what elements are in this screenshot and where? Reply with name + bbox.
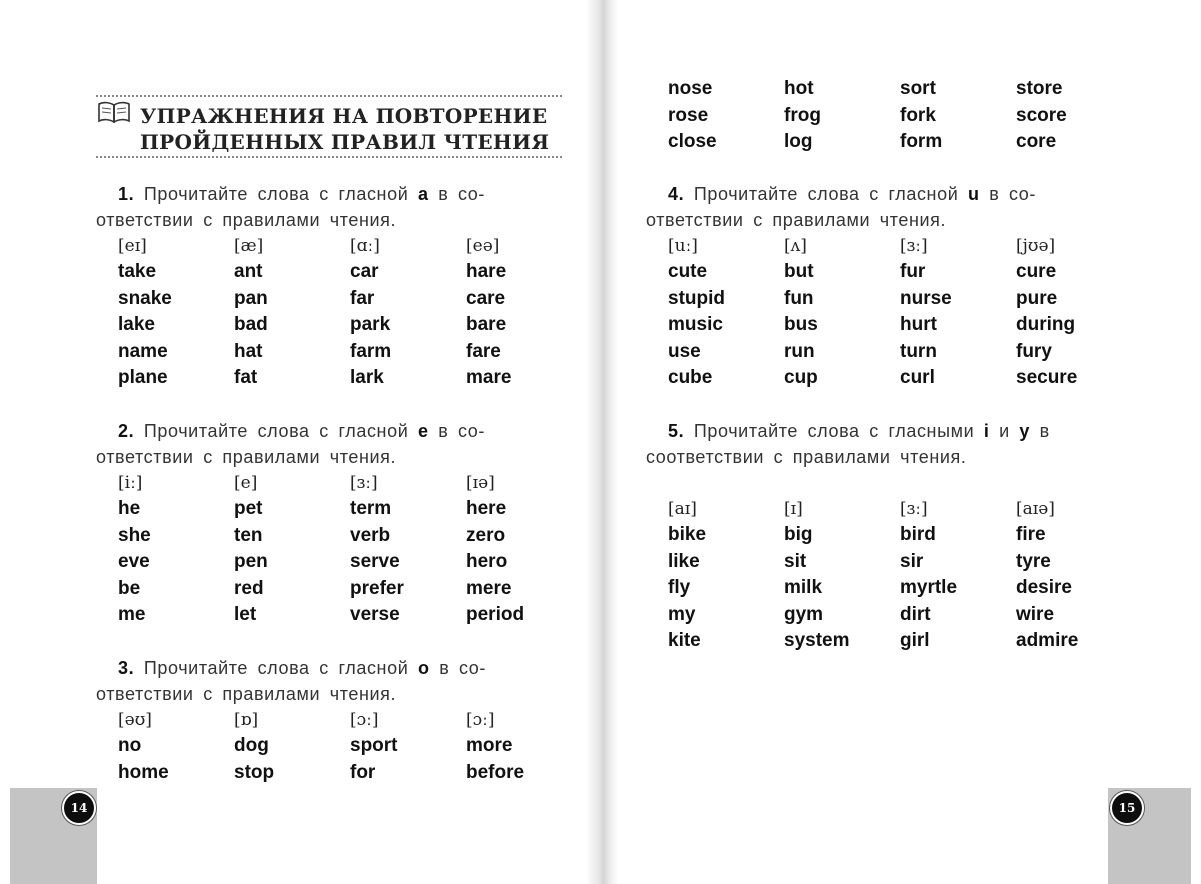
word: close bbox=[668, 131, 717, 152]
word: hero bbox=[466, 551, 508, 572]
exercise-4 bbox=[646, 181, 1112, 392]
word: frog bbox=[784, 104, 821, 126]
word: system bbox=[784, 630, 850, 651]
vowel-letter: i bbox=[983, 421, 990, 441]
instruction-line2: ответствии с правилами чтения. bbox=[96, 447, 397, 467]
word: nurse bbox=[900, 287, 952, 309]
word: fur bbox=[900, 261, 926, 282]
exercise-3 bbox=[96, 655, 562, 786]
instruction-conj: и bbox=[999, 421, 1010, 441]
word: ten bbox=[234, 524, 263, 546]
phonetic-label: [ɜː] bbox=[900, 499, 928, 519]
word: term bbox=[350, 498, 392, 519]
word: sport bbox=[350, 735, 398, 756]
word: snake bbox=[118, 287, 172, 309]
instruction-line2: ответствии с правилами чтения. bbox=[96, 210, 397, 230]
phonetic-label: [jʊə] bbox=[1016, 236, 1056, 256]
exercise-2-table bbox=[118, 470, 562, 629]
word: zero bbox=[466, 524, 506, 546]
word: core bbox=[1016, 131, 1057, 152]
instruction-line2: ответствии с правилами чтения. bbox=[96, 684, 397, 704]
instruction-text: Прочитайте слова с гласной bbox=[143, 184, 409, 204]
exercise-3-continued bbox=[646, 76, 1112, 156]
instruction-text: Прочитайте слова с гласными bbox=[693, 421, 975, 441]
exercise-1 bbox=[96, 181, 562, 392]
phonetic-label: [ʌ] bbox=[784, 236, 807, 256]
open-book-icon bbox=[98, 101, 130, 123]
word: cure bbox=[1016, 261, 1057, 282]
section-title-line2: ПРОЙДЕННЫХ ПРАВИЛ ЧТЕНИЯ bbox=[140, 130, 550, 154]
section-title-line1: УПРАЖНЕНИЯ НА ПОВТОРЕНИЕ bbox=[140, 104, 548, 128]
word: me bbox=[118, 604, 146, 625]
phonetic-label: [ɜː] bbox=[900, 236, 928, 256]
dotted-rule-bottom bbox=[96, 156, 562, 158]
word: fire bbox=[1016, 524, 1046, 545]
word: eve bbox=[118, 551, 150, 572]
phonetic-label: [ɔː] bbox=[350, 710, 379, 730]
page-number-right: 15 bbox=[1110, 791, 1144, 825]
word: cup bbox=[784, 367, 818, 388]
word: be bbox=[118, 577, 141, 599]
instruction-text: Прочитайте слова с гласной bbox=[143, 658, 409, 678]
word: mare bbox=[466, 367, 512, 388]
word: my bbox=[668, 603, 696, 625]
word: but bbox=[784, 261, 814, 282]
word: bad bbox=[234, 314, 268, 335]
instruction-line2: ответствии с правилами чтения. bbox=[646, 210, 947, 230]
word: period bbox=[466, 604, 525, 625]
word: sit bbox=[784, 550, 807, 572]
vowel-letter-2: y bbox=[1019, 421, 1030, 441]
word: care bbox=[466, 287, 506, 309]
word: milk bbox=[784, 577, 823, 598]
word: store bbox=[1016, 78, 1063, 99]
word: hat bbox=[234, 340, 263, 362]
word: bare bbox=[466, 314, 507, 335]
phonetic-label: [ɒ] bbox=[234, 710, 259, 730]
word: run bbox=[784, 340, 815, 362]
exercise-number: 2. bbox=[118, 421, 135, 441]
word: bike bbox=[668, 524, 707, 545]
exercise-number: 3. bbox=[118, 658, 135, 678]
word: like bbox=[668, 550, 700, 572]
word: bus bbox=[784, 314, 818, 335]
exercise-1-table bbox=[118, 233, 562, 392]
word: she bbox=[118, 524, 151, 546]
word: here bbox=[466, 498, 507, 519]
word: music bbox=[668, 314, 723, 335]
phonetic-label: [aɪ] bbox=[668, 499, 697, 519]
phonetic-label: [əʊ] bbox=[118, 710, 152, 730]
phonetic-label: [ɜː] bbox=[350, 473, 378, 493]
word: myrtle bbox=[900, 577, 958, 598]
word: nose bbox=[668, 78, 713, 99]
word: stop bbox=[234, 761, 275, 783]
exercise-5-instruction bbox=[646, 418, 1112, 470]
word: farm bbox=[350, 340, 392, 362]
word: plane bbox=[118, 367, 168, 388]
word: red bbox=[234, 577, 264, 599]
word: pen bbox=[234, 551, 268, 572]
word: verse bbox=[350, 604, 400, 625]
exercise-4-table bbox=[668, 233, 1112, 392]
word: serve bbox=[350, 551, 400, 572]
vowel-letter: e bbox=[417, 421, 429, 441]
phonetic-label: [eɪ] bbox=[118, 236, 147, 256]
word: park bbox=[350, 314, 391, 335]
phonetic-label: [ɑː] bbox=[350, 236, 380, 256]
exercise-number: 1. bbox=[118, 184, 135, 204]
word: prefer bbox=[350, 577, 404, 599]
word: no bbox=[118, 735, 142, 756]
word: tyre bbox=[1016, 550, 1051, 572]
vowel-letter: a bbox=[417, 184, 429, 204]
word: gym bbox=[784, 603, 824, 625]
word: sort bbox=[900, 78, 936, 99]
vowel-letter: o bbox=[417, 658, 430, 678]
phonetic-label: [aɪə] bbox=[1016, 499, 1055, 519]
word: name bbox=[118, 340, 168, 362]
exercise-3-table-continued bbox=[668, 76, 1112, 156]
word: fare bbox=[466, 340, 501, 362]
word: curl bbox=[900, 367, 935, 388]
word: for bbox=[350, 761, 376, 783]
word: before bbox=[466, 761, 525, 783]
word: fly bbox=[668, 577, 691, 598]
word: girl bbox=[900, 630, 930, 651]
word: mere bbox=[466, 577, 512, 599]
exercise-2 bbox=[96, 418, 562, 629]
word: home bbox=[118, 761, 169, 783]
word: cube bbox=[668, 367, 713, 388]
phonetic-label: [ɔː] bbox=[466, 710, 495, 730]
word: kite bbox=[668, 630, 701, 651]
word: cute bbox=[668, 261, 708, 282]
word: car bbox=[350, 261, 379, 282]
word: pet bbox=[234, 498, 263, 519]
book-gutter bbox=[586, 0, 618, 884]
word: pan bbox=[234, 287, 268, 309]
word: take bbox=[118, 261, 157, 282]
phonetic-label: [ɪ] bbox=[784, 499, 803, 519]
instruction-text-end: в со- bbox=[438, 184, 485, 204]
section-title bbox=[140, 103, 549, 155]
word: wire bbox=[1016, 603, 1055, 625]
page-right bbox=[646, 0, 1116, 884]
word: desire bbox=[1016, 577, 1072, 598]
phonetic-label: [uː] bbox=[668, 236, 698, 256]
word: hurt bbox=[900, 314, 937, 335]
instruction-text: Прочитайте слова с гласной bbox=[143, 421, 409, 441]
instruction-text-end: в bbox=[1039, 421, 1050, 441]
word: big bbox=[784, 524, 813, 545]
phonetic-label: [ɪə] bbox=[466, 473, 495, 493]
word: use bbox=[668, 340, 701, 362]
word: fury bbox=[1016, 340, 1052, 362]
word: admire bbox=[1016, 630, 1079, 651]
word: during bbox=[1016, 314, 1076, 335]
instruction-text-end: в со- bbox=[439, 658, 486, 678]
dotted-rule-top bbox=[96, 95, 562, 97]
vowel-letter: u bbox=[967, 184, 980, 204]
phonetic-label: [æ] bbox=[234, 236, 264, 256]
word: he bbox=[118, 498, 141, 519]
word: fun bbox=[784, 287, 814, 309]
exercise-5-table bbox=[668, 496, 1112, 655]
word: fork bbox=[900, 104, 936, 126]
instruction-text: Прочитайте слова с гласной bbox=[693, 184, 959, 204]
word: verb bbox=[350, 524, 391, 546]
word: rose bbox=[668, 104, 709, 126]
word: fat bbox=[234, 367, 258, 388]
instruction-text-end: в со- bbox=[989, 184, 1036, 204]
word: far bbox=[350, 287, 375, 309]
instruction-text-end: в со- bbox=[438, 421, 485, 441]
word: dirt bbox=[900, 603, 931, 625]
phonetic-label: [eə] bbox=[466, 236, 500, 256]
exercise-number: 5. bbox=[668, 421, 685, 441]
exercise-2-instruction bbox=[96, 418, 562, 470]
word: hot bbox=[784, 78, 814, 99]
page-number-left: 14 bbox=[62, 791, 96, 825]
word: ant bbox=[234, 261, 263, 282]
word: more bbox=[466, 735, 513, 756]
instruction-line2: соответствии с правилами чтения. bbox=[646, 447, 967, 467]
section-header bbox=[96, 95, 562, 157]
word: hare bbox=[466, 261, 507, 282]
word: bird bbox=[900, 524, 936, 545]
word: sir bbox=[900, 550, 924, 572]
word: pure bbox=[1016, 287, 1058, 309]
word: stupid bbox=[668, 287, 725, 309]
phonetic-label: [iː] bbox=[118, 473, 143, 493]
exercise-5 bbox=[646, 418, 1112, 655]
word: lake bbox=[118, 314, 155, 335]
word: lark bbox=[350, 367, 384, 388]
exercise-4-instruction bbox=[646, 181, 1112, 233]
exercise-3-table bbox=[118, 707, 562, 786]
word: log bbox=[784, 131, 813, 152]
word: turn bbox=[900, 340, 937, 362]
word: let bbox=[234, 604, 257, 625]
word: score bbox=[1016, 104, 1067, 126]
word: form bbox=[900, 131, 943, 152]
exercise-number: 4. bbox=[668, 184, 685, 204]
page-left bbox=[96, 0, 566, 884]
exercise-3-instruction bbox=[96, 655, 562, 707]
phonetic-label: [e] bbox=[234, 473, 258, 493]
exercise-1-instruction bbox=[96, 181, 562, 233]
word: secure bbox=[1016, 367, 1078, 388]
word: dog bbox=[234, 735, 269, 756]
